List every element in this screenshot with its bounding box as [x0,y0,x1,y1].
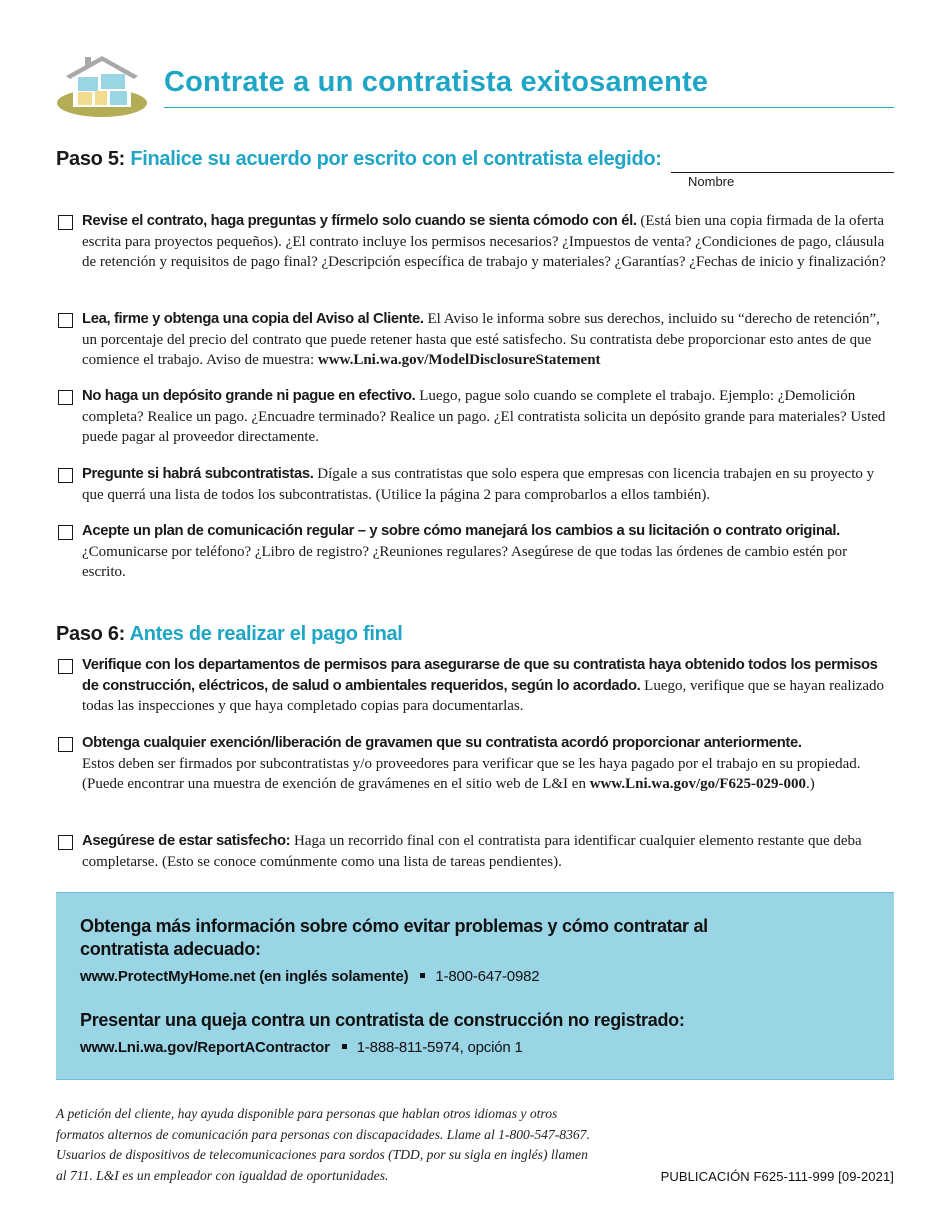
protect-my-home-link[interactable]: www.ProtectMyHome.net (en inglés solamente) [80,968,409,985]
info-contact-line-1 [80,968,539,985]
step-5-title: Finalice su acuerdo por escrito con el contratista elegido: [130,148,662,170]
disclosure-statement-link[interactable]: www.Lni.wa.gov/ModelDisclosureStatement [317,352,601,368]
checklist-item-text [82,464,894,505]
item-tail: .) [805,776,815,792]
item-body: Luego, pague solo cuando se complete el trabajo. Ejemplo: ¿Demolición completa? Realice un pago. ¿Encuadre terminado? Realice un pago. ¿El contratista solicita un depósito grande para materiales? Usted puede pagar al proveedor directamente. [82,388,886,445]
phone-number: 1-800-647-0982 [435,968,540,985]
checkbox[interactable] [58,215,73,230]
bullet-separator [342,1044,347,1049]
checkbox[interactable] [58,390,73,405]
phone-number: 1-888-811-5974 [356,1039,460,1056]
checklist-item-text [82,309,894,371]
item-body: ¿Comunicarse por teléfono? ¿Libro de registro? ¿Reuniones regulares? Asegúrese de que todas las órdenes de cambio estén por escrito. [82,543,848,580]
checklist-item-text [82,211,894,273]
item-lead: Lea, firme y obtenga una copia del Aviso al Cliente. [82,311,424,327]
name-label: Nombre [688,174,735,189]
item-body: Haga un recorrido final con el contratista para identificar cualquier elemento restante que deba completarse. (Esto se conoce comúnmente como una lista de tareas pendientes). [82,833,862,870]
name-signature-line[interactable] [671,172,894,173]
checklist-item-text [82,733,894,795]
item-lead: Pregunte si habrá subcontratistas. [82,466,314,482]
step-6-heading [56,623,403,646]
checkbox[interactable] [58,468,73,483]
item-lead: Asegúrese de estar satisfecho: [82,833,291,849]
house-logo-icon [56,56,148,118]
step-6-title: Antes de realizar el pago final [129,623,403,645]
lien-release-link[interactable]: www.Lni.wa.gov/go/F625-029-000 [589,776,806,792]
item-body: Dígale a sus contratistas que solo espera que empresas con licencia trabajen en su proyecto y que querrá una lista de todos los subcontratistas. (Utilice la página 2 para comprobarlos a ellos también). [82,466,875,503]
item-lead: Acepte un plan de comunicación regular – y sobre cómo manejará los cambios a su licitación o contrato original. [82,523,840,539]
info-heading-more: Obtenga más información sobre cómo evitar problemas y cómo contratar al contratista adecuado: [80,916,708,959]
report-contractor-link[interactable]: www.Lni.wa.gov/ReportAContractor [80,1039,330,1056]
checkbox[interactable] [58,313,73,328]
info-heading-complaint: Presentar una queja contra un contratista de construcción no registrado: [80,1010,685,1030]
checkbox[interactable] [58,737,73,752]
info-contact-line-2 [80,1039,523,1056]
item-lead: Verifique con los departamentos de permisos para asegurarse de que su contratista haya obtenido todos los permisos de construcción, eléctricos, de salud o ambientales requeridos, según lo acordado. [82,657,878,694]
info-box [56,892,894,1080]
checklist-item-text [82,655,894,717]
checklist-item-text [82,521,872,583]
page-header [56,50,894,120]
step-5-heading [56,148,662,171]
item-lead: No haga un depósito grande ni pague en efectivo. [82,388,416,404]
page-title: Contrate a un contratista exitosamente [164,66,709,98]
item-body: El Aviso le informa sobre sus derechos, incluido su “derecho de retención”, un porcentaje del precio del contrato que puede retener hasta que esté satisfecho. Su contratista debe proporcionar esto antes de que comience el trabajo. Aviso de muestra: [82,311,880,368]
item-lead: Revise el contrato, haga preguntas y fírmelo solo cuando se sienta cómodo con él. [82,213,637,229]
checkbox[interactable] [58,835,73,850]
step-5-number: Paso 5: [56,148,126,170]
item-body: Estos deben ser firmados por subcontratistas y/o proveedores para verificar que se les haya pagado por el trabajo en su propiedad. (Puede encontrar una muestra de exención de gravámenes en el sitio web de L&I en [82,755,861,792]
checkbox[interactable] [58,659,73,674]
phone-option: , opción 1 [459,1039,523,1056]
title-divider [164,107,894,108]
checklist-item-text [82,831,894,872]
checklist-item-text [82,386,894,448]
checkbox[interactable] [58,525,73,540]
item-body: (Está bien una copia firmada de la oferta escrita para proyectos pequeños). ¿El contrato incluye los permisos necesarios? ¿Impuestos de venta? ¿Condiciones de pago, cláusula de retención y requisitos de pago final? ¿Descripción específica de trabajo y materiales? ¿Garantías? ¿Fechas de inicio y finalización? [82,213,886,270]
item-body: Luego, verifique que se hayan realizado todas las inspecciones y que haya completado copias para documentarlas. [82,677,885,714]
step-6-number: Paso 6: [56,623,126,645]
publication-number: PUBLICACIÓN F625-111-999 [09-2021] [660,1169,894,1184]
item-lead: Obtenga cualquier exención/liberación de gravamen que su contratista acordó proporcionar anteriormente. [82,735,802,751]
accessibility-note: A petición del cliente, hay ayuda disponible para personas que hablan otros idiomas y otros formatos alternos de comunicación para personas con discapacidades. Llame al 1-800-547-8367. Usuarios de dispositivos de telecomunicaciones para sordos (TDD, por su sigla en inglés) llamen al 711. L&I es un empleador con igualdad de oportunidades. [56,1106,590,1183]
bullet-separator [420,973,425,978]
